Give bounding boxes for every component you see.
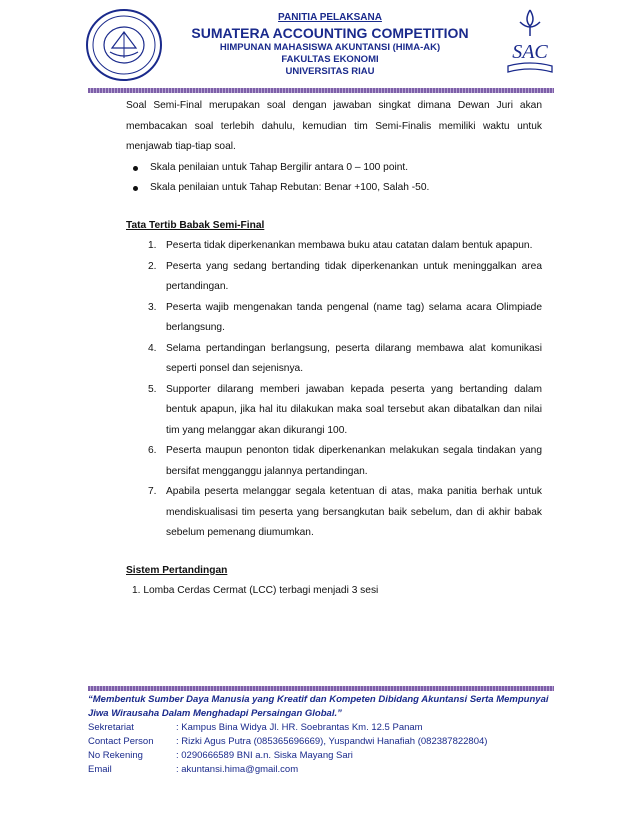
footer-value: : 0290666589 BNI a.n. Siska Mayang Sari [176, 750, 353, 761]
list-text: Peserta maupun penonton tidak diperkenankan melakukan segala tindakan yang bersifat mengganggu jalannya pertandingan. [166, 445, 542, 477]
list-number: 6. [148, 445, 157, 456]
list-number: 5. [148, 383, 157, 395]
list-item [126, 380, 542, 442]
list-text: Selama pertandingan berlangsung, peserta dilarang membawa alat komunikasi seperti ponsel dan sejenisnya. [166, 342, 542, 374]
faculty-name: FAKULTAS EKONOMI [281, 54, 379, 65]
list-number: 7. [148, 486, 157, 497]
footer-divider [88, 686, 554, 691]
list-number: 2. [148, 260, 157, 272]
footer-label: No Rekening [88, 750, 143, 761]
list-number: 1. [148, 240, 157, 251]
footer-row [88, 735, 558, 749]
organization-name: HIMPUNAN MAHASISWA AKUNTANSI (HIMA-AK) [219, 42, 441, 53]
footer-label: Contact Person [88, 736, 154, 747]
footer-row [88, 749, 558, 763]
list-text: Peserta wajib mengenakan tanda pengenal (name tag) selama acara Olimpiade berlangsung. [166, 301, 542, 333]
footer-value: : akuntansi.hima@gmail.com [176, 764, 299, 775]
bullet-text: Skala penilaian untuk Tahap Rebutan: Benar +100, Salah -50. [150, 182, 430, 193]
list-item [126, 257, 542, 298]
university-seal-logo [85, 8, 163, 82]
footer-value: : Rizki Agus Putra (085365696669), Yuspandwi Hanafiah (082387822804) [176, 736, 488, 747]
rules-list [126, 236, 542, 544]
bullet-text: Skala penilaian untuk Tahap Bergilir antara 0 – 100 point. [150, 161, 409, 173]
bullet-icon [133, 186, 138, 191]
section-heading-rules: Tata Tertib Babak Semi-Final [126, 219, 265, 231]
list-text: Apabila peserta melanggar segala ketentuan di atas, maka panitia berhak untuk mendiskualisasi tim peserta yang bersangkutan baik sebelum, dan di akhir babak sebelum pemenang diumumkan. [166, 486, 542, 538]
list-text: Peserta yang sedang bertanding tidak diperkenankan untuk meninggalkan area pertandingan. [166, 260, 542, 292]
university-name: UNIVERSITAS RIAU [285, 66, 375, 77]
list-item [126, 298, 542, 339]
list-item [126, 482, 542, 544]
list-text: Supporter dilarang memberi jawaban kepada peserta yang bertanding dalam bentuk apapun, jika hal itu dilakukan maka soal tersebut akan dibatalkan dan nilai tim yang melanggar akan dikurangi 100. [166, 383, 542, 436]
footer-row [88, 721, 558, 735]
list-number: 4. [148, 342, 157, 354]
footer [88, 693, 558, 777]
footer-label: Email [88, 764, 112, 775]
bullet-icon [133, 166, 138, 171]
header-divider [88, 88, 554, 93]
list-number: 3. [148, 301, 157, 313]
intro-paragraph: Soal Semi-Final merupakan soal dengan jawaban singkat dimana Dewan Juri akan membacakan soal terlebih dahulu, kemudian tim Semi-Finalis memiliki waktu untuk menjawab tiap-tiap soal. [126, 100, 542, 152]
letterhead [0, 0, 638, 100]
committee-label: PANITIA PELAKSANA [278, 12, 382, 23]
section-heading-system: Sistem Pertandingan [126, 564, 228, 576]
event-title: SUMATERA ACCOUNTING COMPETITION [191, 25, 469, 41]
footer-row [88, 763, 558, 777]
document-body [126, 96, 542, 602]
footer-motto: “Membentuk Sumber Daya Manusia yang Kreatif dan Kompeten Dibidang Akuntansi Serta Mempunyai Jiwa Wirausaha Dalam Menghadapi Persaingan Global.” [88, 694, 549, 719]
list-item [126, 339, 542, 380]
bullet-item [126, 178, 542, 199]
sac-logo [500, 6, 560, 78]
list-item [126, 236, 542, 257]
bullet-item [126, 158, 542, 179]
footer-label: Sekretariat [88, 722, 134, 733]
system-item: 1. Lomba Cerdas Cermat (LCC) terbagi menjadi 3 sesi [132, 585, 379, 596]
footer-value: : Kampus Bina Widya Jl. HR. Soebrantas Km. 12.5 Panam [176, 722, 423, 733]
list-item [126, 441, 542, 482]
list-text: Peserta tidak diperkenankan membawa buku atau catatan dalam bentuk apapun. [166, 240, 533, 251]
sac-logo-text: SAC [512, 41, 548, 63]
